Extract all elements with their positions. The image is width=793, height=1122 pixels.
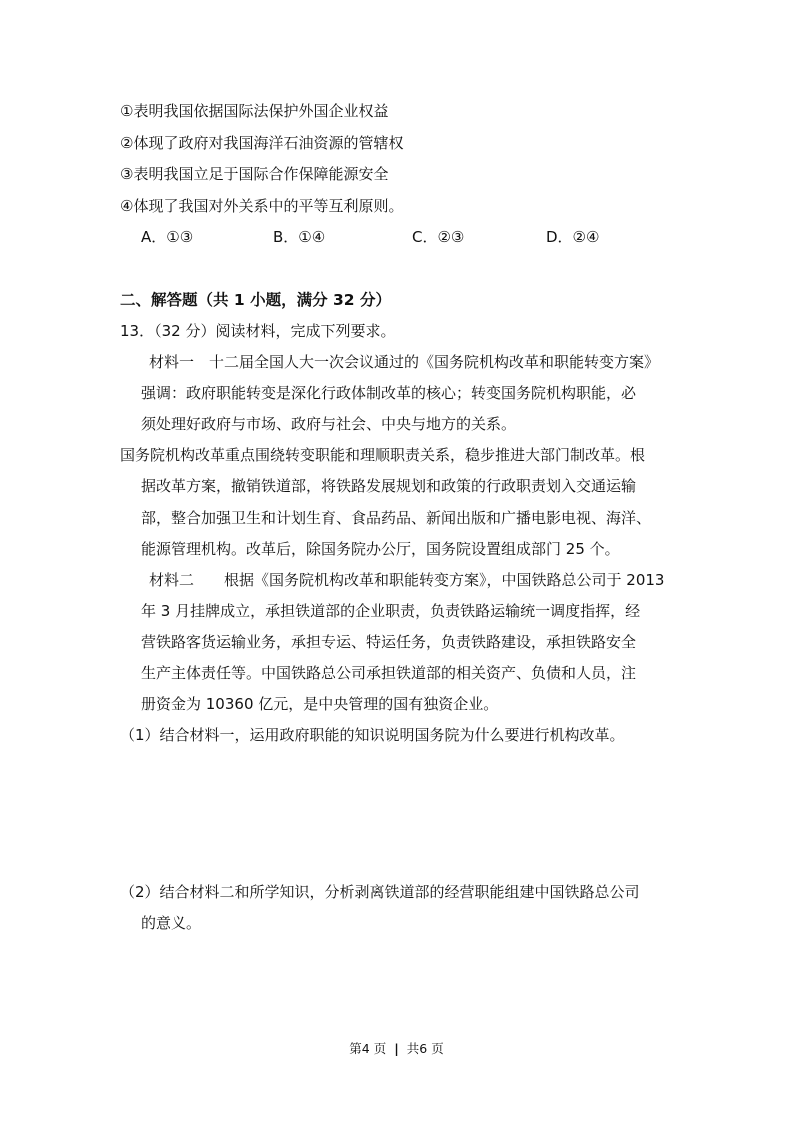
- footer-separator: |: [394, 1041, 399, 1056]
- material1-line: 国务院机构改革重点围绕转变职能和理顺职责关系，稳步推进大部门制改革。根: [120, 446, 646, 464]
- material2-line: 生产主体责任等。中国铁路总公司承担铁道部的相关资产、负债和人员，注: [141, 664, 637, 682]
- question-stem: 13．（32 分）阅读材料，完成下列要求。: [120, 322, 396, 340]
- statement-3: ③表明我国立足于国际合作保障能源安全: [120, 165, 389, 183]
- statement-2: ②体现了政府对我国海洋石油资源的管辖权: [120, 134, 404, 152]
- statement-1: ①表明我国依据国际法保护外国企业权益: [120, 102, 389, 120]
- current-page: 第4 页: [349, 1041, 387, 1056]
- material1-line: 须处理好政府与市场、政府与社会、中央与地方的关系。: [141, 415, 517, 433]
- material1-line: 材料一 十二届全国人大一次会议通过的《国务院机构改革和职能转变方案》: [149, 353, 660, 371]
- option-c: C．②③: [412, 228, 465, 246]
- sub-question-2: （2）结合材料二和所学知识，分析剥离铁道部的经营职能组建中国铁路总公司: [120, 883, 640, 901]
- material1-line: 部，整合加强卫生和计划生育、食品药品、新闻出版和广播电影电视、海洋、: [141, 509, 652, 527]
- material1-line: 能源管理机构。改革后，除国务院办公厅，国务院设置组成部门 25 个。: [141, 540, 620, 558]
- sub-question-2-cont: 的意义。: [141, 914, 202, 932]
- option-d: D．②④: [546, 228, 600, 246]
- option-a: A．①③: [141, 228, 194, 246]
- material2-line: 材料二 根据《国务院机构改革和职能转变方案》，中国铁路总公司于 2013: [149, 571, 665, 589]
- material1-line: 据改革方案，撤销铁道部，将铁路发展规划和政策的行政职责划入交通运输: [141, 477, 637, 495]
- total-pages: 共6 页: [406, 1041, 444, 1056]
- material2-line: 营铁路客货运输业务，承担专运、特运任务，负责铁路建设，承担铁路安全: [141, 633, 637, 651]
- material2-line: 年 3 月挂牌成立，承担铁道部的企业职责，负责铁路运输统一调度指挥，经: [141, 602, 641, 620]
- section-heading: 二、解答题（共 1 小题，满分 32 分）: [120, 291, 391, 309]
- page-footer: [0, 1041, 793, 1057]
- option-b: B．①④: [273, 228, 326, 246]
- material1-line: 强调：政府职能转变是深化行政体制改革的核心；转变国务院机构职能，必: [141, 384, 637, 402]
- statement-4: ④体现了我国对外关系中的平等互利原则。: [120, 197, 404, 215]
- sub-question-1: （1）结合材料一，运用政府职能的知识说明国务院为什么要进行机构改革。: [120, 726, 625, 744]
- material2-line: 册资金为 10360 亿元，是中央管理的国有独资企业。: [141, 695, 499, 713]
